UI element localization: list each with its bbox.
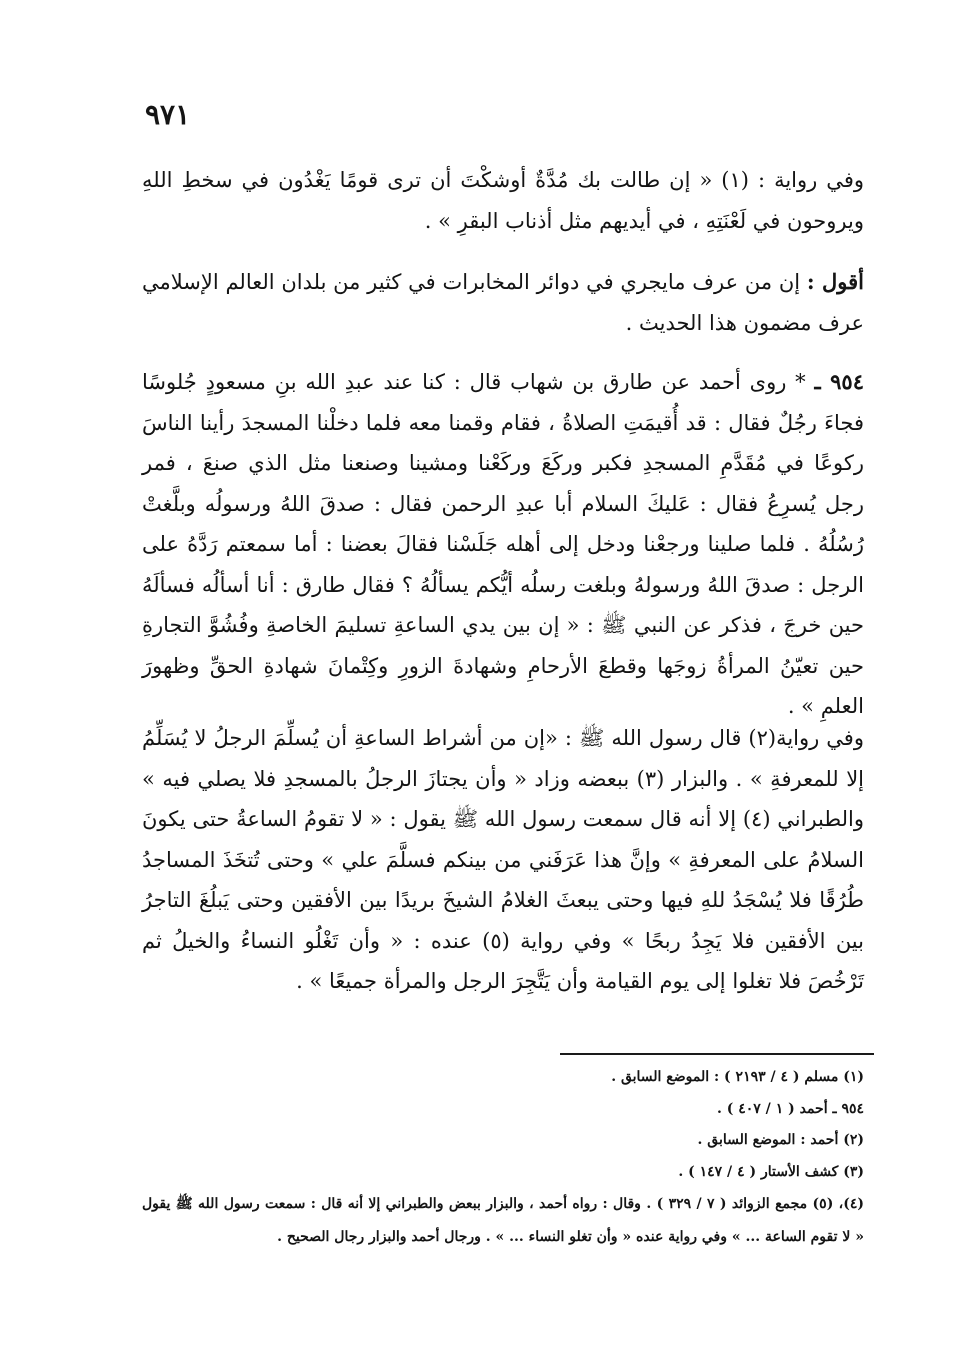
hadith-number: ٩٥٤ ـ bbox=[814, 369, 864, 394]
author-comment-text: إن من عرف مايجري في دوائر المخابرات في كثير من بلدان العالم الإسلامي عرف مضمون هذا الحديث . bbox=[142, 270, 864, 335]
footnote-1: (١) مسلم ( ٤ / ٢١٩٣ ) : الموضع السابق . bbox=[611, 1069, 864, 1085]
page-number: ٩٧١ bbox=[145, 98, 191, 131]
paragraph-narration bbox=[142, 160, 864, 241]
paragraph-other-narrations bbox=[142, 718, 864, 1002]
footnote-divider bbox=[560, 1053, 874, 1055]
paragraph-hadith-954 bbox=[142, 362, 864, 727]
paragraph-author-comment bbox=[142, 262, 864, 343]
footnote-4-5: (٤)، (٥) مجمع الزوائد ( ٧ / ٣٢٩ ) . وقال : رواه أحمد ، والبزار ببعض والطبراني إلا أنه قال : سمعت رسول الله ﷺ يقول « لا تقوم الساعة ... » وفي رواية عنده « وأن تغلو النساء ... » . ورجال أحمد والبزار رجال الصحيح . bbox=[142, 1196, 864, 1245]
paragraph-narration-text: وفي رواية : (١) « إن طالت بك مُدَّةٌ أوشكْتَ أن ترى قومًا يَغْدُون في سخطِ اللهِ ويروحون في لَعْنَتِهِ ، في أيديهم مثل أذناب البقرِ » . bbox=[142, 168, 864, 233]
other-narrations-text: وفي رواية(٢) قال رسول الله ﷺ : «إن من أشراط الساعةِ أن يُسلِّمَ الرجلُ لا يُسَلِّمُ إلا للمعرفةِ » . والبزار (٣) ببعضه وزاد « وأن يجتازَ الرجلُ بالمسجدِ فلا يصلي فيه » والطبراني (٤) إلا أنه قال سمعت رسول الله ﷺ يقول : « لا تقومُ الساعةُ حتى يكونَ السلامُ على المعرفةِ » وإنَّ هذا عَرَفَني من بينكم فسلَّمَ علي » وحتى تُتخَذَ المساجدُ طُرُقًا فلا يُسْجَدُ للهِ فيها وحتى يبعثَ الغلامُ الشيخَ بريدًا بين الأفقين وحتى يَبلُغَ التاجرُ بين الأفقين فلا يَجِدُ ربحًا » وفي رواية (٥) عنده : « وأن تَغْلُو النساءُ والخيلُ ثم تَرْخُصَ فلا تغلوا إلى يوم القيامة وأن يَتَّجِرَ الرجل والمرأة جميعًا » . bbox=[142, 726, 865, 993]
footnote-2: (٢) أحمد : الموضع السابق . bbox=[697, 1132, 864, 1148]
footnotes bbox=[142, 1062, 864, 1254]
author-comment-lead: أقول : bbox=[806, 269, 864, 294]
footnote-3: (٣) كشف الأستار ( ٤ / ١٤٧ ) . bbox=[678, 1163, 864, 1180]
hadith-954-text: * روى أحمد عن طارق بن شهاب قال : كنا عند عبدِ الله بنِ مسعودٍ جُلوسًا فجاءَ رجُلٌ فقال : قد أُقيمَتِ الصلاةُ ، فقام وقمنا معه فلما دخلْنا المسجدَ رأينا الناسَ ركوعًا في مُقَدَّمِ المسجدِ فكبر وركَعَ وركَعْنا ومشينا وصنعنا مثل الذي صنعَ ، فمر رجل يُسرِعُ فقال : عَليكَ السلام أبا عبدِ الرحمن فقال : صدقَ اللهُ ورسولُه وبلَّغتْ رُسُلُهُ . فلما صلينا ورجعْنا ودخل إلى أهله جَلَسْنا فقالَ بعضنا : أما سمعتم رَدَّهُ على الرجل : صدقَ اللهُ ورسولهُ وبلغت رسلُه أيُّكم يسألُهُ ؟ فقال طارق : أنا أسألُه فسألَهُ حين خرجَ ، فذكر عن النبي ﷺ : « إن بين يدي الساعةِ تسليمَ الخاصةِ وفُشُوَّ التجارةِ حين تعيّنُ المرأةُ زوجَها وقطعَ الأرحامِ وشهادةَ الزورِ وكِتْمانَ شهادةِ الحقِّ وظهورَ العلمِ » . bbox=[142, 370, 864, 718]
footnote-954: ٩٥٤ ـ أحمد ( ١ / ٤٠٧ ) . bbox=[717, 1100, 864, 1117]
